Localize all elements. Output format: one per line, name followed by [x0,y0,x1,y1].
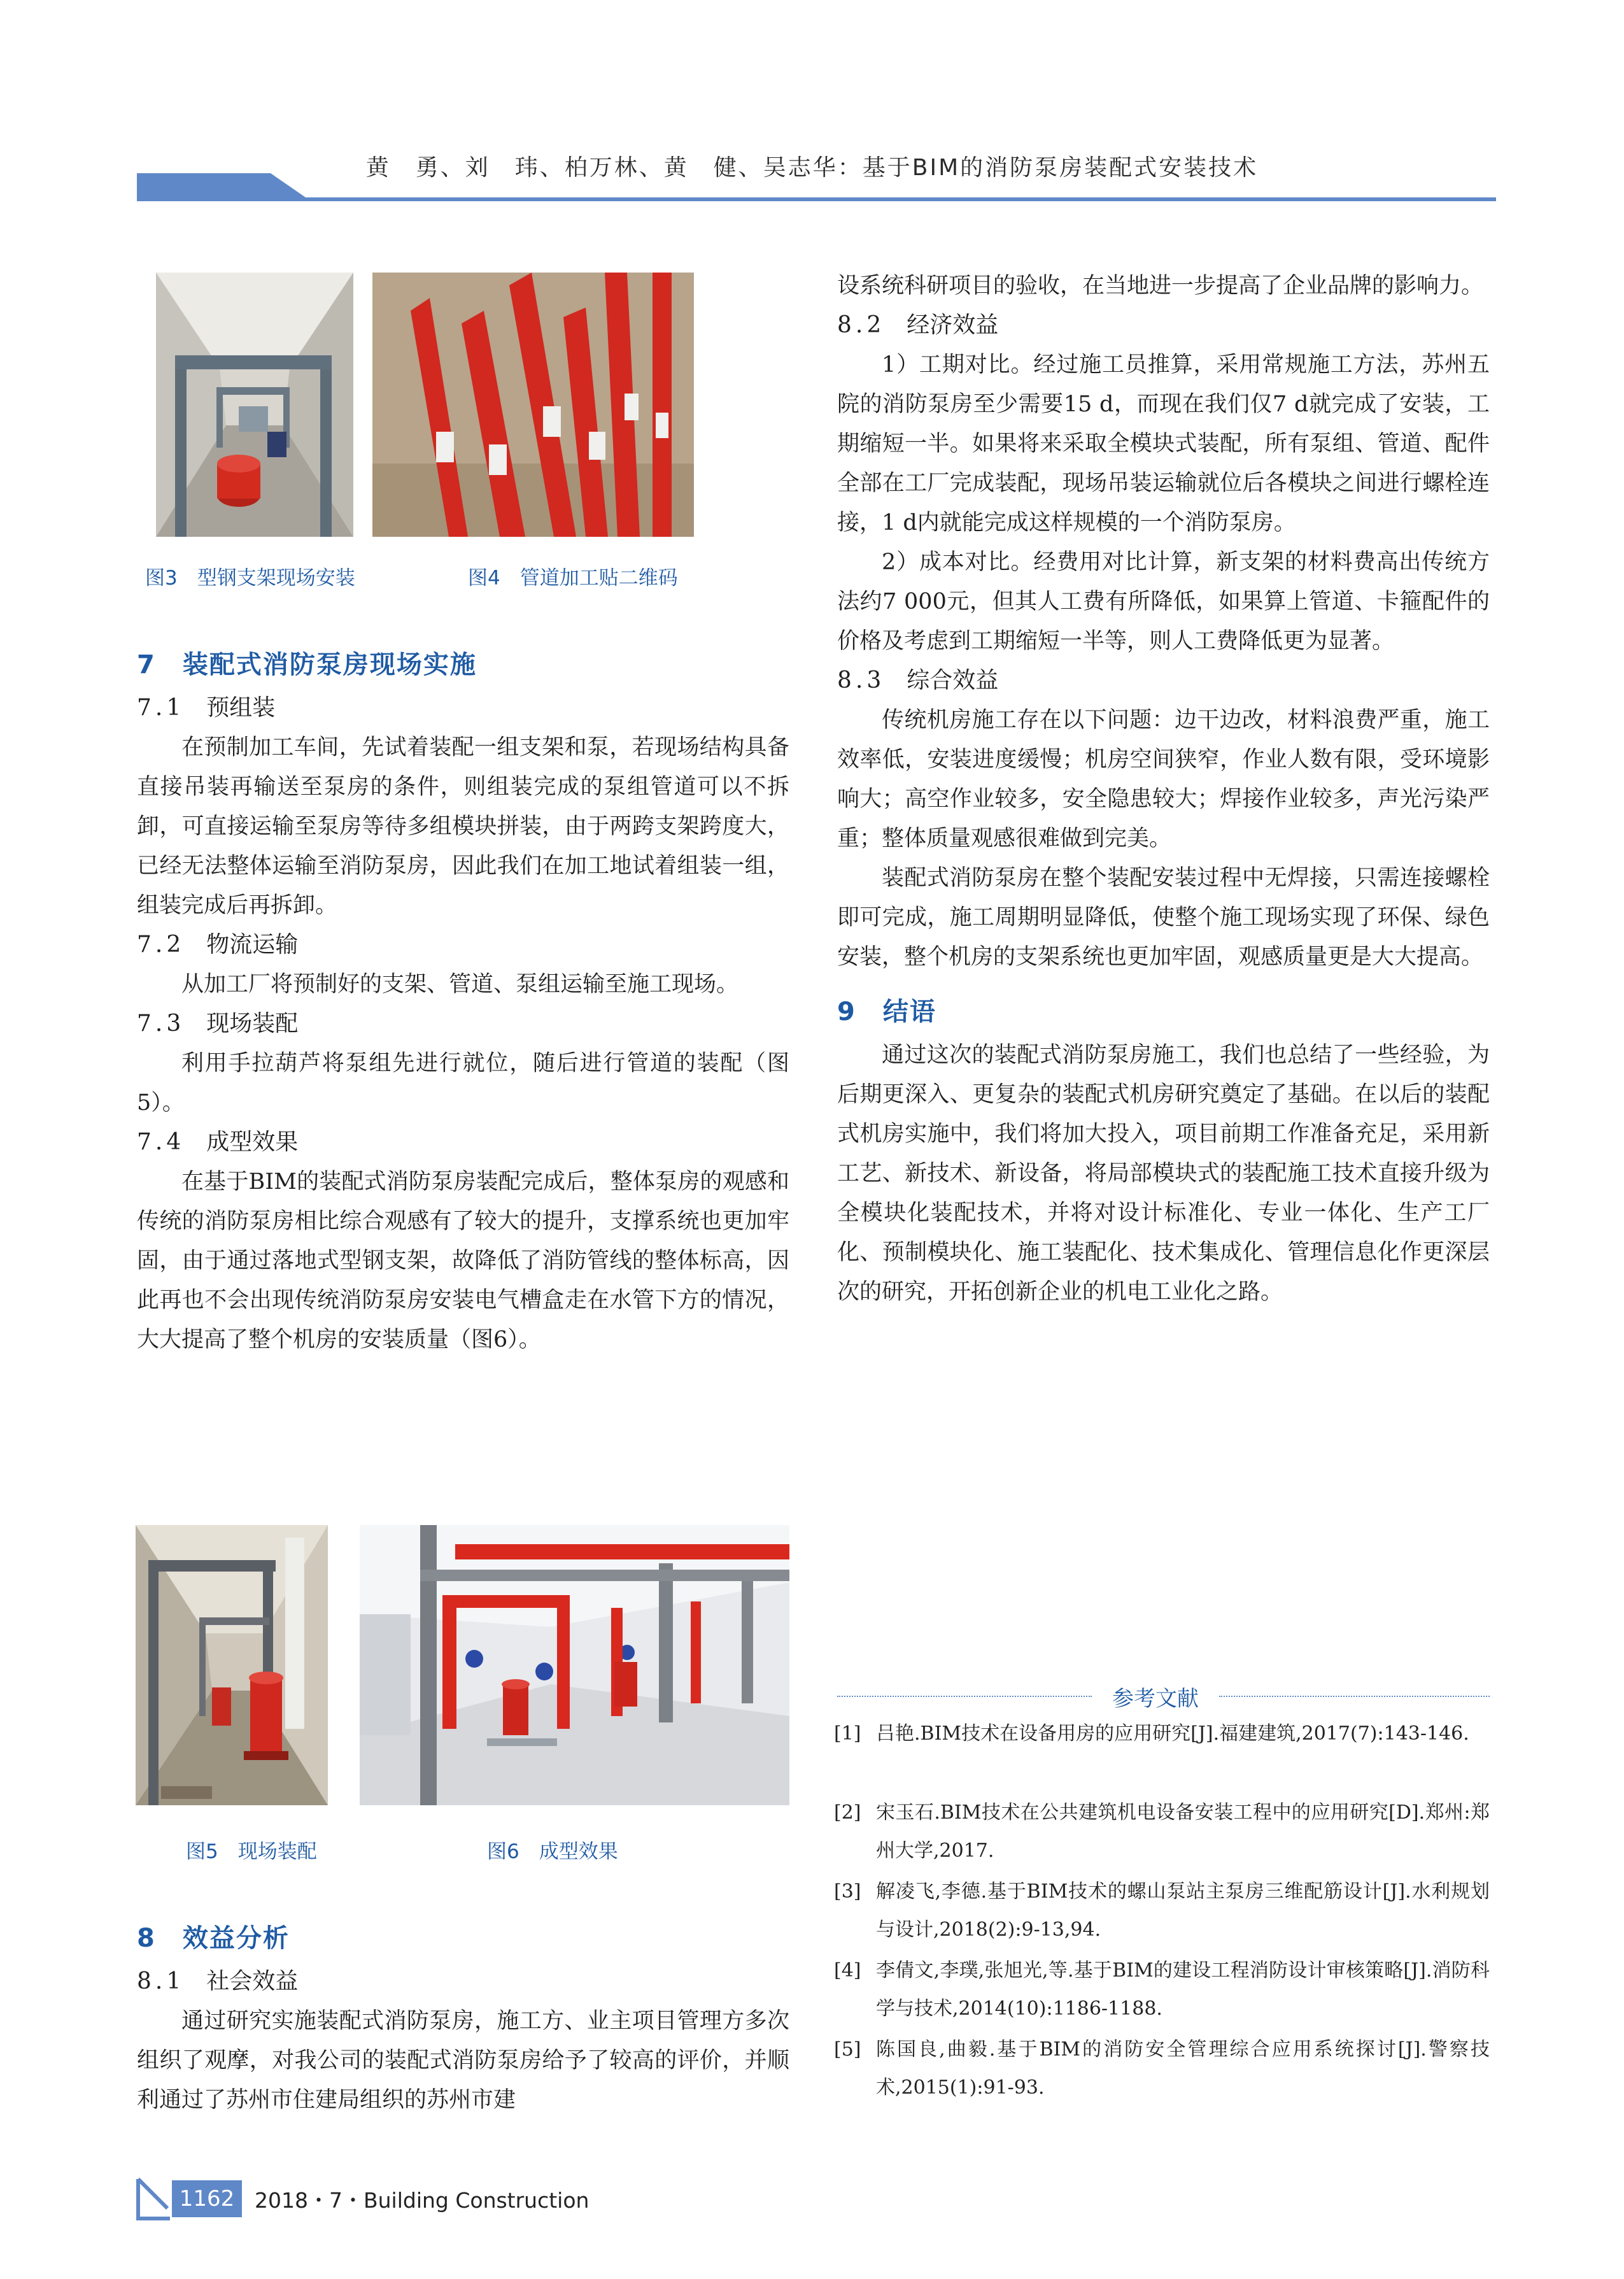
right-column [837,266,1490,1312]
footer-corner-mark [136,2176,173,2221]
paragraph-8-1: 通过研究实施装配式消防泵房，施工方、业主项目管理方多次组织了观摩，对我公司的装配式消防泵房给予了较高的评价，并顺利通过了苏州市住建局组织的苏州市建 [137,2008,789,2113]
subsection-number: 8.3 [837,667,886,693]
subsection-7-3-title [137,1004,789,1044]
subsection-label: 物流运输 [206,932,299,958]
references-divider-right [1219,1696,1490,1697]
subsection-number: 7.1 [137,695,185,721]
figure-5-caption: 图5 现场装配 [186,1840,317,1863]
reference-text: 吕艳.BIM技术在设备用房的应用研究[J].福建建筑,2017(7):143-146. [876,1722,1469,1745]
left-column [137,641,789,1360]
figure-6-caption: 图6 成型效果 [487,1840,618,1863]
paragraph-8-2-schedule: 1）工期对比。经过施工员推算，采用常规施工方法，苏州五院的消防泵房至少需要15 d，而现在我们仅7 d就完成了安装，工期缩短一半。如果将来采取全模块式装配，所有泵组、管道、配件全部在工厂完成装配，现场吊装运输就位后各模块之间进行螺栓连接，1 d内就能完成这样规模的一个消防泵房。 [837,352,1490,536]
footer-journal: 2018・7・Building Construction [255,2188,590,2213]
reference-number: [1] [834,1722,861,1745]
reference-number: [2] [834,1801,861,1824]
subsection-7-2-title [137,925,789,965]
section-8-title: 8 效益分析 [137,1924,290,1953]
reference-item [834,1794,1490,1870]
subsection-number: 8.1 [137,1968,185,1994]
reference-text: 宋玉石.BIM技术在公共建筑机电设备安装工程中的应用研究[D].郑州:郑州大学,2017. [876,1801,1490,1862]
subsection-label: 综合效益 [907,667,999,693]
reference-number: [4] [834,1959,861,1982]
header-bar [0,173,1624,205]
paragraph-7-3: 利用手拉葫芦将泵组先进行就位，随后进行管道的装配（图5）。 [137,1051,789,1116]
subsection-number: 7.4 [137,1129,185,1155]
subsection-label: 成型效果 [206,1129,299,1155]
reference-text: 解凌飞,李德.基于BIM技术的螺山泵站主泵房三维配筋设计[J].水利规划与设计,2018(2):9-13,94. [876,1880,1490,1941]
reference-text: 李倩文,李璞,张旭光,等.基于BIM的建设工程消防设计审核策略[J].消防科学与技术,2014(10):1186-1188. [876,1959,1490,2020]
paragraph-8-3-benefits: 装配式消防泵房在整个装配安装过程中无焊接，只需连接螺栓即可完成，施工周期明显降低，使整个施工现场实现了环保、绿色安装，整个机房的支架系统也更加牢固，观感质量更是大大提高。 [837,865,1490,970]
reference-item [834,1873,1490,1949]
paragraph-8-2-cost: 2）成本对比。经费用对比计算，新支架的材料费高出传统方法约7 000元，但其人工费有所降低，如果算上管道、卡箍配件的价格及考虑到工期缩短一半等，则人工费降低更为显著。 [837,550,1490,654]
paragraph-8-3-problems: 传统机房施工存在以下问题：边干边改，材料浪费严重，施工效率低，安装进度缓慢；机房空间狭窄，作业人数有限，受环境影响大；高空作业较多，安全隐患较大；焊接作业较多，声光污染严重；整体质量观感很难做到完美。 [837,707,1490,851]
figure-4-photo [372,273,694,537]
reference-item [834,1952,1490,2028]
subsection-8-1-title [137,1962,789,2001]
references-heading: 参考文献 [1112,1686,1199,1712]
subsection-label: 现场装配 [206,1011,299,1037]
figure-4-caption: 图4 管道加工贴二维码 [468,567,678,590]
reference-number: [3] [834,1880,861,1903]
subsection-number: 8.2 [837,312,886,338]
paragraph-8-1-continued: 设系统科研项目的验收，在当地进一步提高了企业品牌的影响力。 [837,273,1484,299]
paragraph-7-4: 在基于BIM的装配式消防泵房装配完成后，整体泵房的观感和传统的消防泵房相比综合观感有了较大的提升，支撑系统也更加牢固，由于通过落地式型钢支架，故降低了消防管线的整体标高，因此再也不会出现传统消防泵房安装电气槽盒走在水管下方的情况，大大提高了整个机房的安装质量（图6）。 [137,1169,789,1352]
reference-item [834,2031,1490,2107]
figure-3-photo [156,273,353,537]
subsection-number: 7.2 [137,932,185,958]
reference-text: 陈国良,曲毅.基于BIM的消防安全管理综合应用系统探讨[J].警察技术,2015(1):91-93. [876,2038,1490,2099]
subsection-7-4-title [137,1123,789,1162]
figure-5-photo [136,1525,328,1805]
reference-item [834,1715,1490,1753]
section-7-title: 7 装配式消防泵房现场实施 [137,650,477,679]
paragraph-7-1: 在预制加工车间，先试着装配一组支架和泵，若现场结构具备直接吊装再输送至泵房的条件，则组装完成的泵组管道可以不拆卸，可直接运输至泵房等待多组模块拼装，由于两跨支架跨度大，已经无法整体运输至消防泵房，因此我们在加工地试着组装一组，组装完成后再拆卸。 [137,735,789,918]
subsection-label: 预组装 [206,695,276,721]
paragraph-9: 通过这次的装配式消防泵房施工，我们也总结了一些经验，为后期更深入、更复杂的装配式机房研究奠定了基础。在以后的装配式机房实施中，我们将加大投入，项目前期工作准备充足，采用新工艺、新技术、新设备，将局部模块式的装配施工技术直接升级为全模块化装配技术，并将对设计标准化、专业一体化、生产工厂化、预制模块化、施工装配化、技术集成化、管理信息化作更深层次的研究，开拓创新企业的机电工业化之路。 [837,1042,1490,1305]
subsection-label: 社会效益 [206,1968,299,1994]
reference-number: [5] [834,2038,861,2061]
running-head: 黄 勇、刘 玮、柏万林、黄 健、吴志华：基于BIM的消防泵房装配式安装技术 [365,155,1259,181]
section-9-title: 9 结语 [837,997,936,1026]
subsection-label: 经济效益 [907,312,999,338]
subsection-number: 7.3 [137,1011,185,1037]
references-divider-left [837,1696,1092,1697]
page-number: 1162 [172,2180,242,2217]
left-column-bottom [137,1915,789,2120]
figure-6-photo [360,1525,789,1805]
figure-3-caption: 图3 型钢支架现场安装 [145,567,355,590]
subsection-7-1-title [137,688,789,728]
subsection-8-3-title [837,661,1490,700]
paragraph-7-2: 从加工厂将预制好的支架、管道、泵组运输至施工现场。 [181,972,739,997]
subsection-8-2-title [837,306,1490,345]
